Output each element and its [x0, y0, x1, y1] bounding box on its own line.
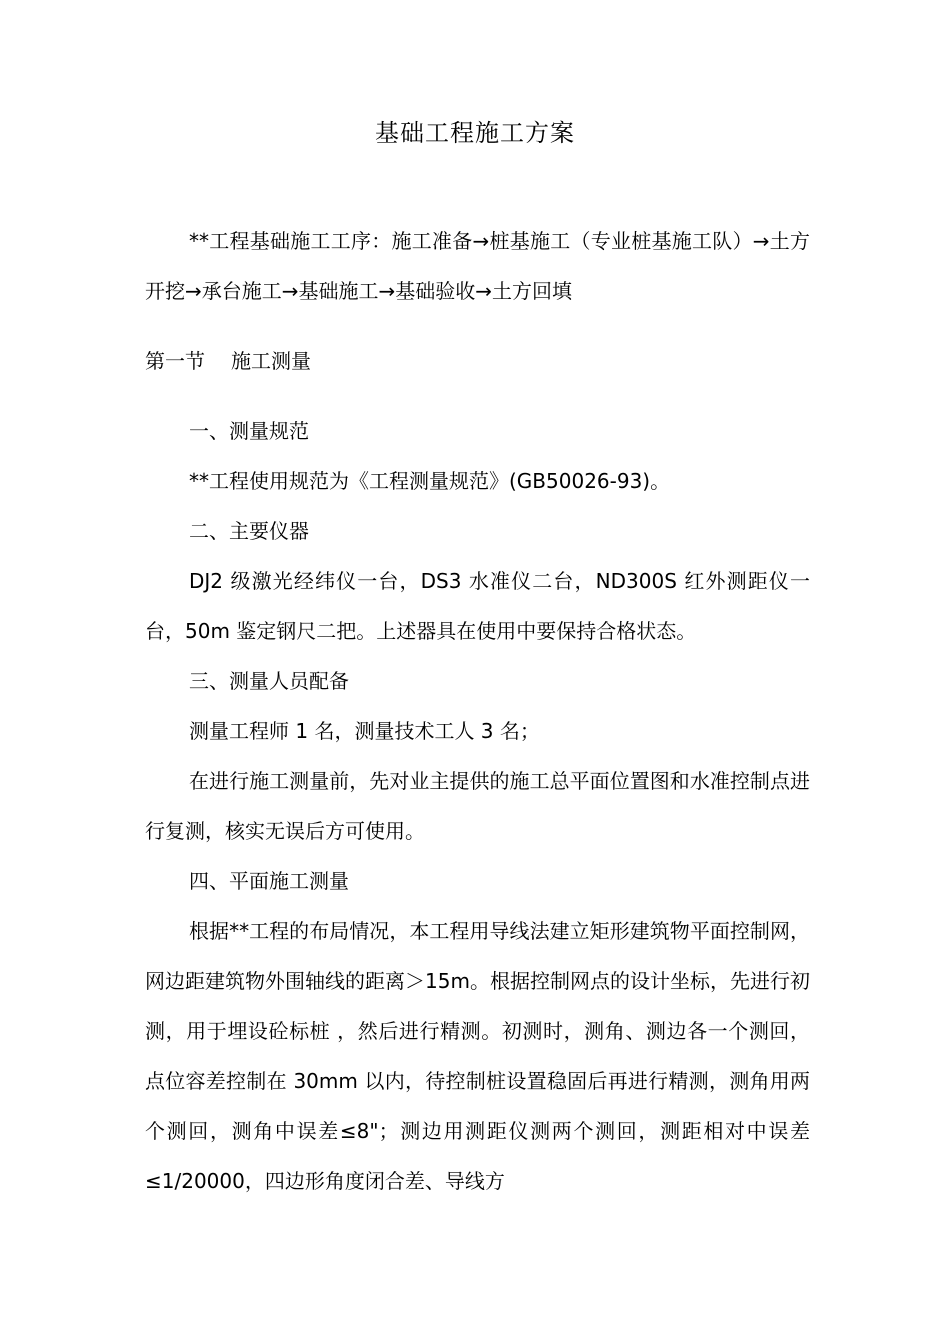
intro-paragraph: **工程基础施工工序：施工准备→桩基施工（专业桩基施工队）→土方开挖→承台施工→基础施工→基础验收→土方回填 [145, 229, 810, 303]
item-heading-standard: 一、测量规范 [189, 419, 309, 443]
paragraph-verification: 在进行施工测量前，先对业主提供的施工总平面位置图和水准控制点进行复测，核实无误后方可使用。 [145, 769, 810, 843]
item-heading-plane-survey: 四、平面施工测量 [189, 869, 349, 893]
section-heading [145, 336, 810, 386]
section-number: 第一节 [145, 349, 205, 373]
section-name: 施工测量 [231, 349, 311, 373]
item-heading-instruments: 二、主要仪器 [189, 519, 309, 543]
document-title: 基础工程施工方案 [375, 119, 575, 147]
paragraph-plane-survey: 根据**工程的布局情况，本工程用导线法建立矩形建筑物平面控制网，网边距建筑物外围轴线的距离＞15m。根据控制网点的设计坐标，先进行初测，用于埋设砼标桩 ，然后进行精测。初测时，测角、测边各一个测回，点位容差控制在 30mm 以内，待控制桩设置稳固后再进行精测，测角用两个测回，测角中误差≤8"；测边用测距仪测两个测回，测距相对中误差≤1/20000，四边形角度闭合差、导线方 [145, 919, 810, 1193]
paragraph-staffing: 测量工程师 1 名，测量技术工人 3 名； [189, 719, 540, 743]
paragraph-instruments: DJ2 级激光经纬仪一台，DS3 水准仪二台，ND300S 红外测距仪一台，50m 鉴定钢尺二把。上述器具在使用中要保持合格状态。 [145, 569, 810, 643]
item-heading-staffing: 三、测量人员配备 [189, 669, 349, 693]
paragraph-standard: **工程使用规范为《工程测量规范》(GB50026-93)。 [189, 469, 671, 493]
document-body [145, 216, 810, 1206]
